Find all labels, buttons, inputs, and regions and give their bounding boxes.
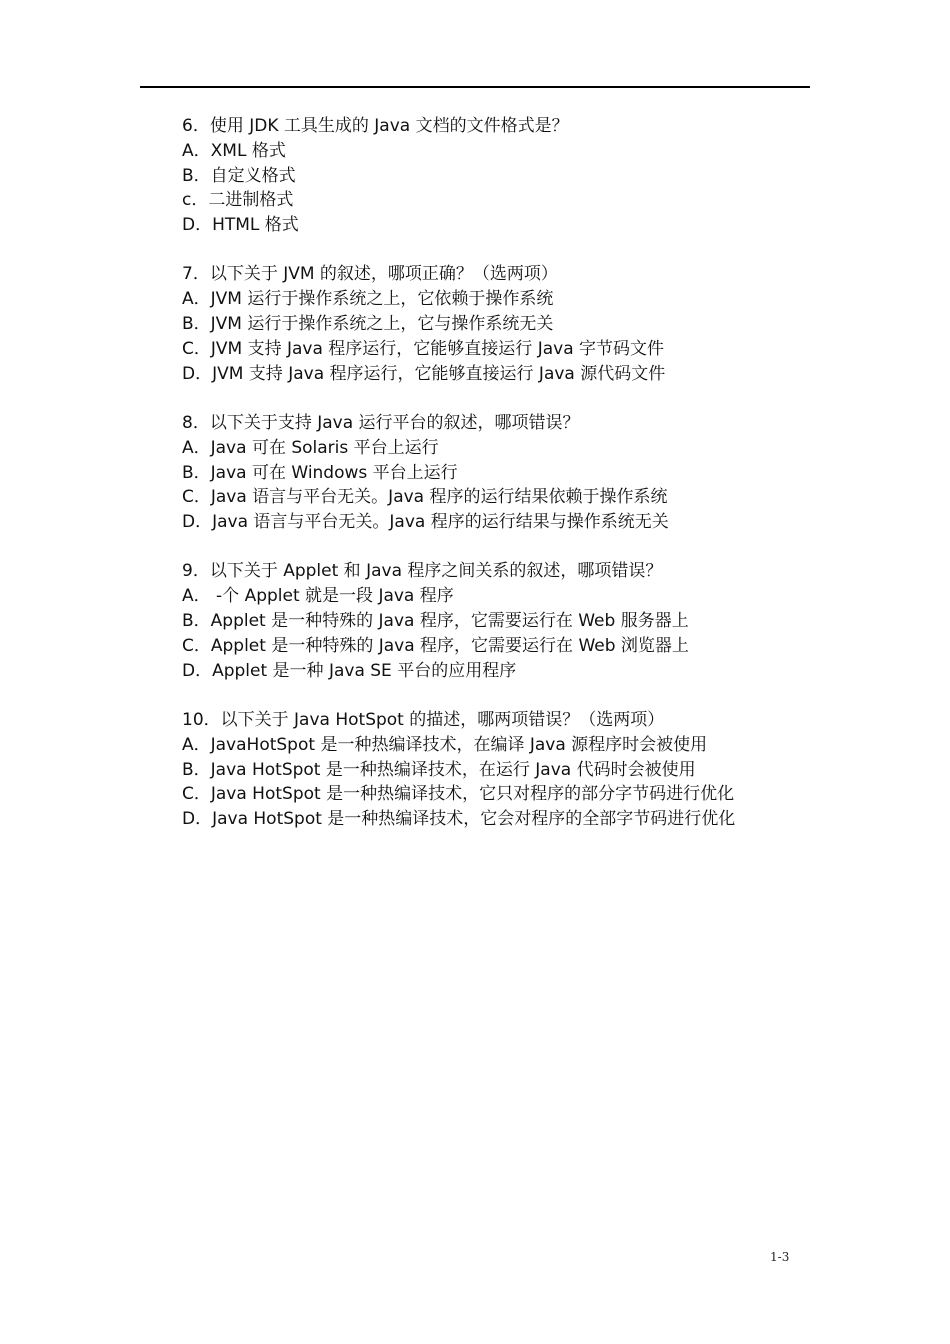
question-list [182, 114, 822, 856]
option-d: D．Applet 是一种 Java SE 平台的应用程序 [182, 660, 517, 681]
option-c: C．Java 语言与平台无关。Java 程序的运行结果依赖于操作系统 [182, 487, 668, 508]
question-9 [182, 559, 822, 683]
option-b: B．JVM 运行于操作系统之上，它与操作系统无关 [182, 314, 554, 335]
question-8 [182, 411, 822, 535]
question-stem: 8．以下关于支持 Java 运行平台的叙述，哪项错误？ [182, 412, 580, 433]
option-c: c．二进制格式 [182, 190, 294, 211]
option-d: D．HTML 格式 [182, 215, 299, 236]
question-stem: 9．以下关于 Applet 和 Java 程序之间关系的叙述，哪项错误？ [182, 561, 663, 582]
header-rule [140, 86, 810, 88]
option-c: C．Java HotSpot 是一种热编译技术，它只对程序的部分字节码进行优化 [182, 784, 735, 805]
question-6 [182, 114, 822, 238]
option-c: C．JVM 支持 Java 程序运行，它能够直接运行 Java 字节码文件 [182, 338, 665, 359]
option-a: A．Java 可在 Solaris 平台上运行 [182, 437, 439, 458]
option-d: D．JVM 支持 Java 程序运行，它能够直接运行 Java 源代码文件 [182, 363, 666, 384]
question-7 [182, 262, 822, 386]
option-a: A．JVM 运行于操作系统之上，它依赖于操作系统 [182, 289, 554, 310]
option-a: A．XML 格式 [182, 140, 286, 161]
option-d: D．Java HotSpot 是一种热编译技术，它会对程序的全部字节码进行优化 [182, 809, 736, 830]
question-10 [182, 708, 822, 832]
option-b: B．Java 可在 Windows 平台上运行 [182, 462, 458, 483]
option-d: D．Java 语言与平台无关。Java 程序的运行结果与操作系统无关 [182, 512, 669, 533]
option-b: B．Applet 是一种特殊的 Java 程序，它需要运行在 Web 服务器上 [182, 611, 689, 632]
question-stem: 6．使用 JDK 工具生成的 Java 文档的文件格式是？ [182, 116, 569, 136]
option-a: A．JavaHotSpot 是一种热编译技术，在编译 Java 源程序时会被使用 [182, 734, 708, 755]
option-b: B．自定义格式 [182, 165, 296, 186]
question-stem: 10．以下关于 Java HotSpot 的描述，哪两项错误？（选两项） [182, 709, 665, 730]
option-a: A． -个 Applet 就是一段 Java 程序 [182, 586, 454, 607]
question-stem: 7．以下关于 JVM 的叙述，哪项正确？（选两项） [182, 264, 558, 285]
option-c: C．Applet 是一种特殊的 Java 程序，它需要运行在 Web 浏览器上 [182, 635, 689, 656]
option-b: B．Java HotSpot 是一种热编译技术，在运行 Java 代码时会被使用 [182, 759, 696, 780]
page-number: 1-3 [770, 1250, 790, 1264]
